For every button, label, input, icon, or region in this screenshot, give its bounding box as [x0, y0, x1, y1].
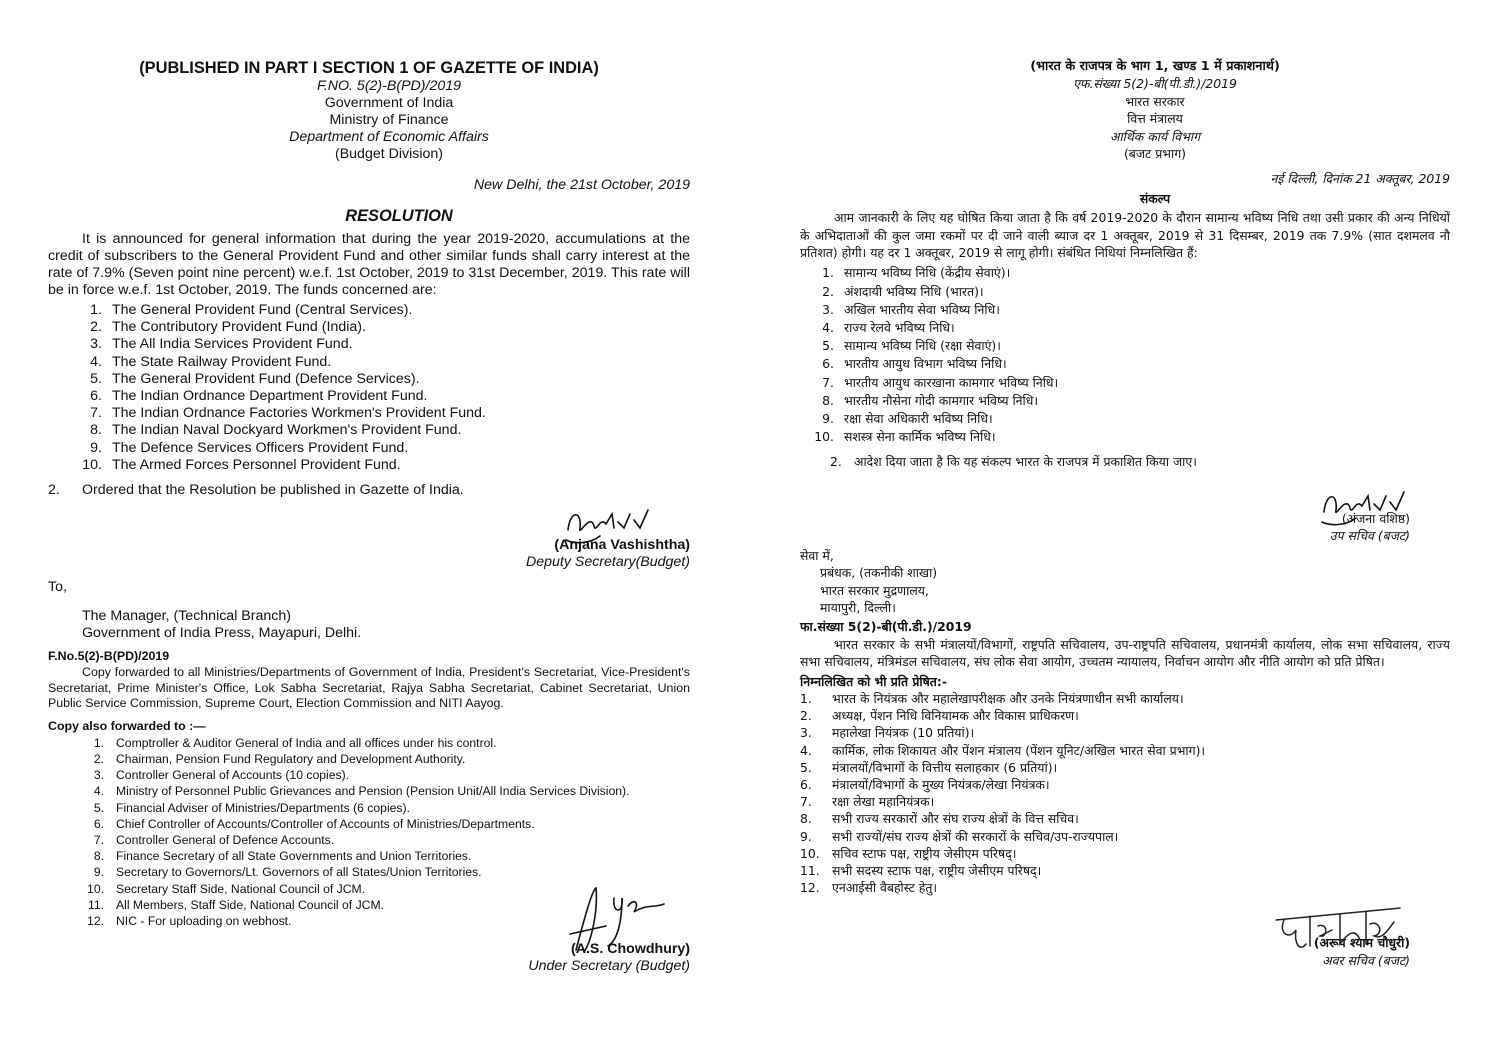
list-item-text: The Indian Naval Dockyard Workmen's Provident Fund. — [112, 422, 462, 439]
fund-item-hindi — [810, 392, 1450, 410]
fund-item-hindi — [810, 283, 1450, 301]
list-item-text: All Members, Staff Side, National Council of JCM. — [116, 897, 385, 912]
order-number-hindi: 2. — [830, 453, 842, 469]
list-item-text: The Defence Services Officers Provident Fund. — [112, 439, 409, 456]
list-item-number: 7. — [822, 374, 834, 390]
fund-item — [78, 422, 690, 439]
list-item-text: सामान्य भविष्य निधि (रक्षा सेवाएं)। — [844, 338, 1001, 354]
list-item-number: 1. — [800, 690, 812, 706]
list-item-text: The General Provident Fund (Defence Services). — [112, 370, 420, 387]
list-item-number: 3. — [93, 768, 104, 783]
list-item-text: अध्यक्ष, पेंशन निधि विनियामक और विकास प्राधिकरण। — [832, 708, 1079, 724]
list-item-number: 7. — [800, 794, 812, 810]
fund-item — [78, 405, 690, 422]
copy-recipient-item — [82, 783, 690, 799]
copy-recipient-item-hindi — [800, 845, 1450, 862]
fund-item-hindi — [810, 374, 1450, 392]
ministry-hindi: वित्त मंत्रालय — [1127, 111, 1183, 127]
list-item-text: एनआईसी वैबहोस्ट हेतु। — [832, 880, 938, 896]
department: Department of Economic Affairs — [289, 129, 489, 145]
list-item-number: 3. — [90, 336, 102, 353]
signature-image — [564, 880, 674, 960]
list-item-number: 3. — [800, 725, 812, 741]
signatory-name-hindi: (अरूप श्याम चौधुरी) — [1313, 935, 1410, 951]
ministry: Ministry of Finance — [329, 112, 449, 128]
government-hindi: भारत सरकार — [1125, 93, 1185, 109]
list-item-text: The General Provident Fund (Central Services). — [112, 302, 413, 318]
list-item-number: 6. — [90, 388, 102, 405]
addressee-block-hindi — [820, 564, 1450, 616]
list-item-number: 2. — [800, 708, 812, 724]
list-item-number: 7. — [93, 833, 104, 848]
list-item-text: मंत्रालयों/विभागों के वित्तीय सलाहकार (6 प्रतियां)। — [832, 759, 1058, 775]
list-item-number: 4. — [93, 784, 104, 799]
list-item-text: Controller General of Accounts (10 copies). — [116, 768, 350, 783]
list-item-text: Ministry of Personnel Public Grievances and Pension (Pension Unit/All India Services Division). — [116, 784, 630, 799]
addressee-line-hindi: मायापुरी, दिल्ली। — [820, 599, 896, 615]
department-hindi: आर्थिक कार्य विभाग — [1109, 128, 1201, 144]
fund-item — [78, 371, 690, 388]
list-item-text: सचिव स्टाफ पक्ष, राष्ट्रीय जेसीएम परिषद्। — [832, 845, 1017, 861]
copy-recipient-item-hindi — [800, 759, 1450, 776]
list-item-text: Finance Secretary of all State Governments and Union Territories. — [116, 849, 472, 864]
list-item-number: 6. — [822, 356, 834, 372]
resolution-body-hindi: आम जानकारी के लिए यह घोषित किया जाता है कि वर्ष 2019-2020 के दौरान सामान्य भविष्य निधि तथा उसी प्रकार की अन्य निधियों के अभिदाताओं की कुल जमा रकमों पर दी जाने वाली ब्याज दर 1 अक्तूबर, 2019 से 31 दिसम्बर, 2019 तक 7.9% (सात दशमलव नौ प्रतिशत) होगी। यह दर 1 अक्तूबर, 2019 से लागू होगी। संबंधित निधियां निम्नलिखित हैं: — [800, 210, 1450, 261]
funds-list — [78, 302, 690, 474]
addressee-line-hindi: प्रबंधक, (तकनीकी शाखा) — [820, 565, 938, 581]
signature-image — [560, 500, 670, 548]
list-item-text: रक्षा सेवा अधिकारी भविष्य निधि। — [844, 411, 993, 427]
signatory-designation: Deputy Secretary(Budget) — [525, 554, 690, 571]
list-item-text: महालेखा नियंत्रक (10 प्रतियां)। — [832, 725, 975, 741]
list-item-text: Chairman, Pension Fund Regulatory and Development Authority. — [116, 752, 466, 767]
fund-item-hindi — [810, 301, 1450, 319]
list-item-number: 4. — [800, 742, 812, 758]
signatory-name-hindi: (अंजना वशिष्ठ) — [1341, 510, 1410, 526]
fund-item-hindi — [810, 355, 1450, 373]
copy-forwarded-para: Copy forwarded to all Ministries/Departments of Government of India, President's Secretariat, Vice-President's Secretariat, Prime Minister's Office, Lok Sabha Secretariat, Rajya Sabha Secretariat, Cabinet Secretariat, Union Public Service Commission, Supreme Court, Election Commission and NITI Aayog. — [48, 665, 690, 711]
fund-item — [78, 388, 690, 405]
copy-recipient-item — [82, 832, 690, 848]
list-item-number: 11. — [800, 863, 820, 878]
copy-recipient-item-hindi — [800, 828, 1450, 845]
copy-recipient-item — [82, 848, 690, 864]
addressee-line: The Manager, (Technical Branch) — [82, 608, 291, 625]
list-item-number: 10. — [800, 845, 820, 861]
list-item-number: 6. — [800, 776, 812, 792]
division: (Budget Division) — [334, 146, 444, 162]
copy-recipient-item-hindi — [800, 742, 1450, 759]
list-item-text: Secretary to Governors/Lt. Governors of all States/Union Territories. — [116, 865, 482, 880]
list-item-text: सभी राज्यों/संघ राज्य क्षेत्रों की सरकारों के सचिव/उप-राज्यपाल। — [832, 828, 1119, 844]
list-item-text: भारतीय नौसेना गोदी कामगार भविष्य निधि। — [844, 392, 1039, 408]
copy-recipient-item-hindi — [800, 862, 1450, 879]
list-item-text: The Armed Forces Personnel Provident Fund. — [112, 456, 401, 473]
list-item-number: 8. — [93, 849, 104, 864]
resolution-title: RESOLUTION — [345, 207, 453, 225]
list-item-text: भारत के नियंत्रक और महालेखापरीक्षक और उनके नियंत्रणाधीन सभी कार्यालय। — [832, 690, 1184, 706]
list-item-text: Secretary Staff Side, National Council of JCM. — [116, 881, 366, 896]
list-item-number: 5. — [800, 759, 812, 775]
fund-item — [78, 440, 690, 457]
copy-recipient-item-hindi — [800, 879, 1450, 896]
list-item-number: 5. — [90, 370, 102, 387]
list-item-text: The Contributory Provident Fund (India). — [112, 319, 366, 336]
addressee-line-hindi: भारत सरकार मुद्रणालय, — [820, 582, 929, 598]
list-item-number: 9. — [90, 439, 102, 456]
signature-image — [1270, 900, 1410, 960]
order-number: 2. — [48, 482, 60, 499]
date-line: New Delhi, the 21st October, 2019 — [473, 177, 690, 193]
copy-recipient-item-hindi — [800, 810, 1450, 827]
copy-recipient-item — [82, 751, 690, 767]
fund-item — [78, 319, 690, 336]
list-item-number: 3. — [822, 301, 834, 317]
order-paragraph — [48, 482, 690, 499]
list-item-text: सभी सदस्य स्टाफ पक्ष, राष्ट्रीय जेसीएम परिषद्। — [832, 863, 1042, 878]
list-item-text: The All India Services Provident Fund. — [112, 336, 353, 353]
copy-recipient-item — [82, 800, 690, 816]
list-item-number: 1. — [93, 735, 104, 750]
list-item-number: 9. — [822, 411, 834, 427]
list-item-text: भारतीय आयुध कारखाना कामगार भविष्य निधि। — [844, 374, 1059, 390]
list-item-text: रक्षा लेखा महानियंत्रक। — [832, 794, 935, 810]
published-line: (PUBLISHED IN PART I SECTION 1 OF GAZETTE OF INDIA) — [139, 59, 599, 77]
copy-forwarded-para-hindi: भारत सरकार के सभी मंत्रालयों/विभागों, राष्ट्रपति सचिवालय, उप-राष्ट्रपति सचिवालय, प्रधानमंत्री कार्यालय, लोक सभा सचिवालय, राज्य सभा सचिवालय, मंत्रिमंडल सचिवालय, संघ लोक सेवा आयोग, उच्चतम न्यायालय, निर्वाचन आयोग और नीति आयोग को प्रति प्रेषित। — [800, 636, 1450, 670]
division-hindi: (बजट प्रभाग) — [1123, 146, 1187, 162]
list-item-number: 4. — [90, 353, 102, 370]
copy-also-heading-hindi: निम्नलिखित को भी प्रति प्रेषित:- — [800, 673, 947, 689]
fund-item-hindi — [810, 410, 1450, 428]
list-item-number: 1. — [822, 265, 834, 281]
list-item-number: 8. — [800, 811, 812, 827]
list-item-number: 5. — [93, 800, 104, 815]
copy-recipient-item — [82, 864, 690, 880]
copy-recipient-item-hindi — [800, 793, 1450, 810]
list-item-text: सामान्य भविष्य निधि (केंद्रीय सेवाएं)। — [844, 265, 1011, 281]
resolution-body: It is announced for general information that during the year 2019-2020, accumulations at the credit of subscribers to the General Provident Fund and other similar funds shall carry interest at the rate of 7.9% (Seven point nine percent) w.e.f. 1st October, 2019 to 31st December, 2019. This rate will be in force w.e.f. 1st October, 2019. The funds concerned are: — [48, 231, 690, 298]
signatory-name: (A.S. Chowdhury) — [570, 941, 690, 958]
copy-recipient-item-hindi — [800, 776, 1450, 793]
copy-recipient-item — [82, 816, 690, 832]
copy-recipient-item — [82, 735, 690, 751]
fund-item-hindi — [810, 264, 1450, 282]
list-item-text: Controller General of Defence Accounts. — [116, 833, 335, 848]
list-item-number: 6. — [93, 816, 104, 831]
fund-item — [78, 354, 690, 371]
list-item-text: The Indian Ordnance Factories Workmen's Provident Fund. — [112, 405, 486, 422]
list-item-text: अखिल भारतीय सेवा भविष्य निधि। — [844, 301, 1000, 317]
fund-item-hindi — [810, 428, 1450, 446]
to-label-hindi: सेवा में, — [800, 547, 834, 563]
fund-item — [78, 302, 690, 319]
list-item-number: 9. — [93, 865, 104, 880]
addressee-line: Government of India Press, Mayapuri, Delhi. — [82, 625, 362, 642]
to-label: To, — [48, 579, 67, 596]
list-item-number: 8. — [822, 392, 834, 408]
fund-item-hindi — [810, 337, 1450, 355]
list-item-text: Chief Controller of Accounts/Controller of Accounts of Ministries/Departments. — [116, 816, 535, 831]
copy-recipient-item-hindi — [800, 690, 1450, 707]
list-item-text: सभी राज्य सरकारों और संघ राज्य क्षेत्रों के वित्त सचिव। — [832, 811, 1079, 827]
list-item-text: The State Railway Provident Fund. — [112, 353, 332, 370]
order-text: Ordered that the Resolution be published in Gazette of India. — [82, 482, 464, 499]
fund-item — [78, 457, 690, 474]
fund-item-hindi — [810, 319, 1450, 337]
list-item-number: 4. — [822, 320, 834, 336]
copy-also-heading: Copy also forwarded to :— — [48, 718, 206, 733]
list-item-number: 2. — [822, 283, 834, 299]
english-header — [48, 58, 690, 163]
signatory-designation-hindi: अवर सचिव (बजट) — [1322, 952, 1410, 968]
copy-recipient-item — [82, 767, 690, 783]
list-item-number: 7. — [90, 405, 102, 422]
list-item-number: 8. — [90, 422, 102, 439]
resolution-title-hindi: संकल्प — [1139, 190, 1171, 206]
list-item-number: 5. — [822, 338, 834, 354]
list-item-number: 10. — [87, 881, 104, 896]
file-number: F.NO. 5(2)-B(PD)/2019 — [316, 78, 462, 94]
list-item-text: अंशदायी भविष्य निधि (भारत)। — [844, 283, 984, 299]
government: Government of India — [324, 95, 454, 111]
list-item-text: राज्य रेलवे भविष्य निधि। — [844, 320, 955, 336]
funds-list-hindi — [810, 264, 1450, 446]
fund-item — [78, 336, 690, 353]
hindi-header — [860, 58, 1450, 162]
list-item-text: मंत्रालयों/विभागों के मुख्य नियंत्रक/लेखा नियंत्रक। — [832, 776, 1050, 792]
copies-list-hindi — [800, 690, 1450, 896]
list-item-text: Comptroller & Auditor General of India and all offices under his control. — [116, 735, 497, 750]
list-item-number: 12. — [87, 914, 104, 929]
copy-recipient-item-hindi — [800, 724, 1450, 741]
signatory-name: (Anjana Vashishtha) — [554, 537, 690, 554]
list-item-number: 9. — [800, 828, 812, 844]
list-item-number: 10. — [814, 429, 834, 445]
list-item-text: भारतीय आयुध विभाग भविष्य निधि। — [844, 356, 1007, 372]
file-number-2-hindi: फा.संख्या 5(2)-बी(पी.डी.)/2019 — [800, 619, 972, 635]
file-number-2: F.No.5(2)-B(PD)/2019 — [48, 649, 170, 664]
order-paragraph-hindi — [830, 453, 1450, 470]
signatory-designation: Under Secretary (Budget) — [528, 958, 690, 975]
published-line-hindi: (भारत के राजपत्र के भाग 1, खण्ड 1 में प्रकाशनार्थ) — [1030, 59, 1280, 74]
list-item-number: 11. — [87, 897, 104, 912]
list-item-text: Financial Adviser of Ministries/Departments (6 copies). — [116, 800, 410, 815]
copy-recipient-item-hindi — [800, 707, 1450, 724]
list-item-text: कार्मिक, लोक शिकायत और पेंशन मंत्रालय (पेंशन यूनिट/अखिल भारत सेवा प्रभाग)। — [832, 742, 1206, 758]
list-item-text: The Indian Ordnance Department Provident Fund. — [112, 388, 428, 405]
signature-image — [1316, 482, 1426, 530]
list-item-number: 1. — [90, 302, 102, 318]
signatory-designation-hindi: उप सचिव (बजट) — [1329, 528, 1410, 544]
order-text-hindi: आदेश दिया जाता है कि यह संकल्प भारत के राजपत्र में प्रकाशित किया जाए। — [854, 453, 1197, 469]
list-item-number: 10. — [82, 456, 102, 473]
list-item-number: 2. — [93, 752, 104, 767]
file-number-hindi: एफ.संख्या 5(2)-बी(पी.डी.)/2019 — [1073, 76, 1237, 92]
list-item-number: 12. — [800, 880, 820, 896]
addressee-block — [82, 608, 690, 642]
list-item-text: सशस्त्र सेना कार्मिक भविष्य निधि। — [844, 429, 996, 445]
list-item-number: 2. — [90, 319, 102, 336]
date-line-hindi: नई दिल्ली, दिनांक 21 अक्तूबर, 2019 — [1270, 171, 1450, 187]
list-item-text: NIC - For uploading on webhost. — [116, 914, 292, 929]
